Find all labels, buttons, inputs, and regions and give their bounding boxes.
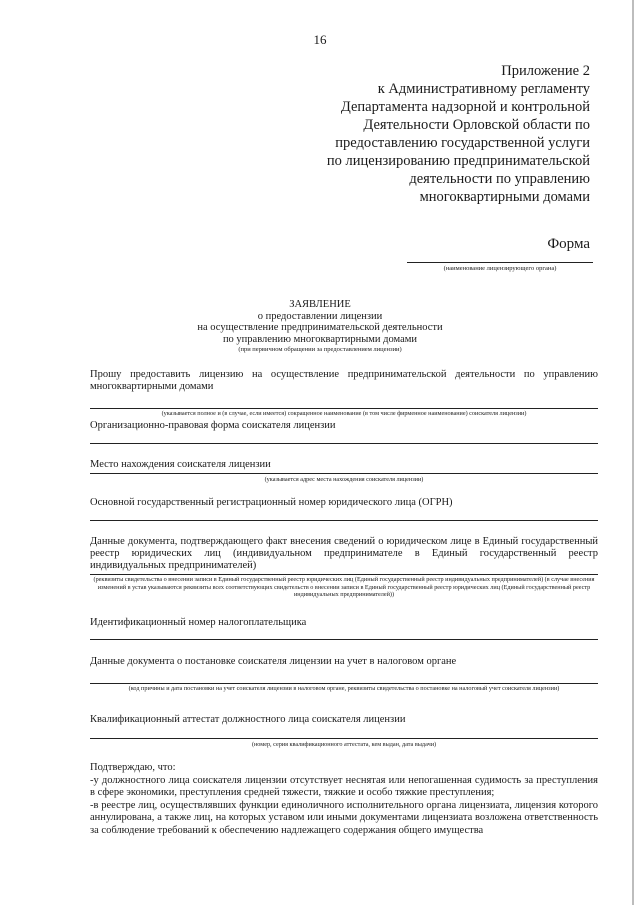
registry-caption: (реквизиты свидетельства о внесении записи в Единый государственный реестр юридических лиц (Единый государственный реестр индивидуальных предпринимателей) (в случае внесения изменений в устав указываются реквизиты всех соответствующих свидетельств о внесении записи в Единый государственный реестр юридических лиц (Единый государственный реестр индивидуальных предпринимателей)) <box>93 576 595 598</box>
org-form-label: Организационно-правовая форма соискателя лицензии <box>90 420 336 431</box>
inn-line[interactable] <box>90 639 598 640</box>
inn-label: Идентификационный номер налогоплательщика <box>90 617 307 628</box>
page-number: 16 <box>313 32 327 47</box>
appendix-line: деятельности по управлению <box>409 171 590 187</box>
registry-text: Данные документа, подтверждающего факт внесения сведений о юридическом лице в Единый государственный реестр юридических лиц (индивидуальном предпринимателе в Единый государственный реестр индивидуальных предпринимателей) <box>90 536 598 571</box>
cert-caption: (номер, серия квалификационного аттестата, кем выдан, дата выдачи) <box>251 741 437 748</box>
location-line[interactable] <box>90 473 598 474</box>
document-title <box>0 299 640 354</box>
confirmation-intro: Подтверждаю, что: <box>90 762 176 773</box>
title-note: (при первичном обращении за предоставлением лицензии) <box>238 346 402 353</box>
appendix-line: по лицензированию предпринимательской <box>326 153 590 169</box>
tax-caption: (код причины и дата постановки на учет соискателя лицензии в налоговом органе, реквизиты свидетельства о постановке на налоговый учет соискателя лицензии) <box>128 685 560 692</box>
location-caption: (указывается адрес места нахождения соискателя лицензии) <box>264 476 424 483</box>
org-form-line[interactable] <box>90 443 598 444</box>
appendix-line: Деятельности Орловской области по <box>363 117 590 133</box>
tax-label: Данные документа о постановке соискателя лицензии на учет в налоговом органе <box>90 656 457 667</box>
location-label: Место нахождения соискателя лицензии <box>90 459 271 470</box>
scan-edge <box>632 0 634 905</box>
confirmation-block <box>90 762 598 837</box>
appendix-line: многоквартирными домами <box>419 189 590 205</box>
form-label: Форма <box>547 236 590 252</box>
title-line: по управлению многоквартирными домами <box>222 333 418 345</box>
confirmation-item: -в реестре лиц, осуществлявших функции единоличного исполнительного органа лицензиата, лицензия которого аннулирована, а также лиц, на которых уставом или иными документами лицензиата возложена ответственность за соблюдение требований к обеспечению надлежащего содержания общего имущества <box>90 799 598 836</box>
request-text: Прошу предоставить лицензию на осуществление предпринимательской деятельности по управлению многоквартирными домами <box>90 369 598 392</box>
applicant-name-caption: (указывается полное и (в случае, если имеется) сокращенное наименование (в том числе фирменное наименование) соискателя лицензии) <box>161 410 527 417</box>
organ-field-line[interactable] <box>407 262 593 263</box>
appendix-line: Департамента надзорной и контрольной <box>340 99 590 115</box>
title-line: на осуществление предпринимательской деятельности <box>197 322 443 333</box>
ogrn-label: Основной государственный регистрационный номер юридического лица (ОГРН) <box>90 497 453 508</box>
appendix-line: Приложение 2 <box>501 63 590 79</box>
applicant-name-line[interactable] <box>90 408 598 409</box>
title-heading: ЗАЯВЛЕНИЕ <box>289 299 351 310</box>
cert-label: Квалификационный аттестат должностного лица соискателя лицензии <box>90 714 406 725</box>
title-line: о предоставлении лицензии <box>257 310 383 322</box>
appendix-header <box>260 62 590 206</box>
confirmation-item: -у должностного лица соискателя лицензии отсутствует неснятая или непогашенная судимость за преступления в сфере экономики, преступления средней тяжести, тяжкие и особо тяжкие преступления; <box>90 774 598 798</box>
appendix-line: к Административному регламенту <box>377 81 590 97</box>
ogrn-line[interactable] <box>90 520 598 521</box>
organ-caption: (наименование лицензирующего органа) <box>443 265 557 272</box>
tax-line[interactable] <box>90 683 598 684</box>
cert-line[interactable] <box>90 738 598 739</box>
registry-line[interactable] <box>90 574 598 575</box>
appendix-line: предоставлению государственной услуги <box>335 135 590 151</box>
